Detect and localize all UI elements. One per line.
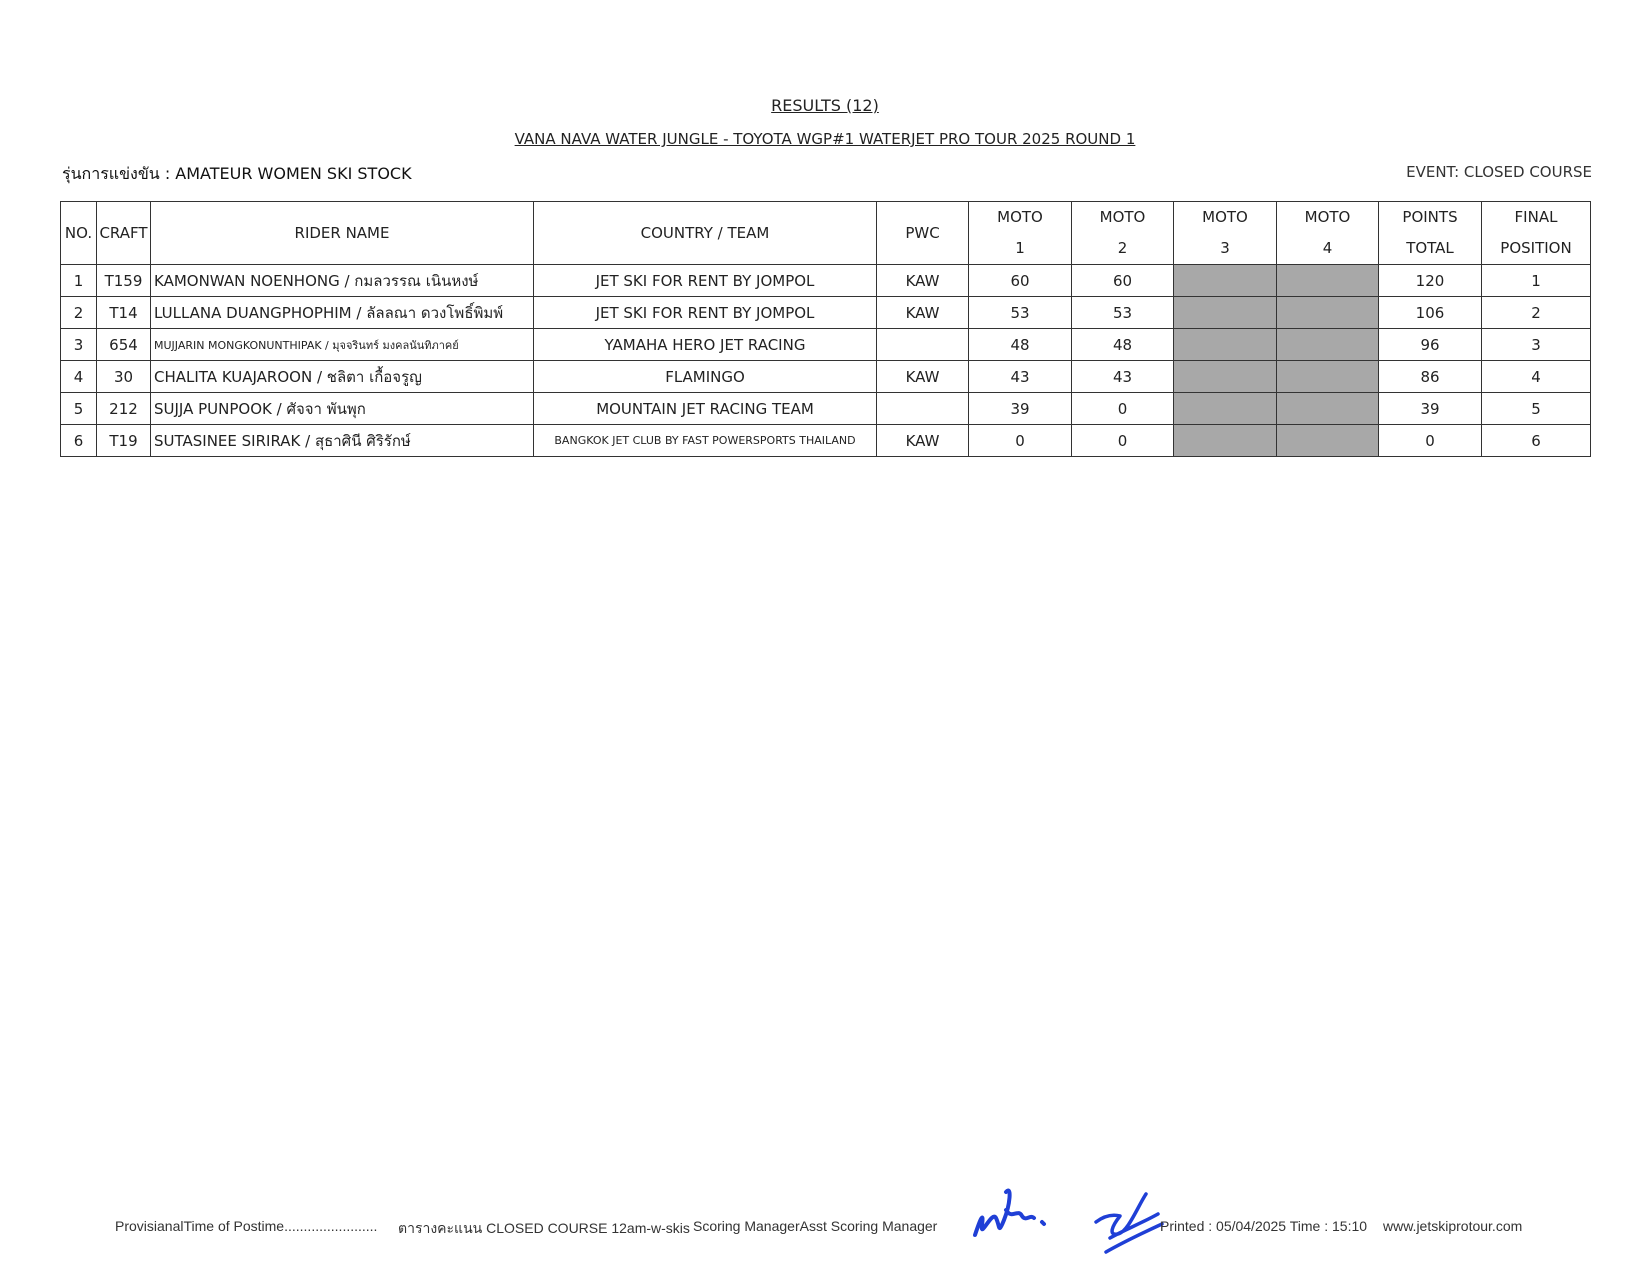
cell-moto-3 — [1174, 425, 1277, 457]
cell-position: 5 — [1482, 393, 1591, 425]
cell-position: 4 — [1482, 361, 1591, 393]
col-no: NO. — [61, 202, 97, 265]
table-row — [61, 297, 1591, 329]
table-row — [61, 329, 1591, 361]
cell-rider: SUTASINEE SIRIRAK / สุธาศินี ศิริรักษ์ — [151, 425, 534, 457]
cell-total: 96 — [1379, 329, 1482, 361]
cell-moto-1: 48 — [969, 329, 1072, 361]
event-title: VANA NAVA WATER JUNGLE - TOYOTA WGP#1 WATERJET PRO TOUR 2025 ROUND 1 — [514, 130, 1136, 148]
cell-moto-2: 0 — [1072, 393, 1174, 425]
footer-printed: Printed : 05/04/2025 Time : 15:10 — [1160, 1218, 1368, 1234]
cell-moto-3 — [1174, 393, 1277, 425]
cell-no: 3 — [61, 329, 97, 361]
results-title: RESULTS (12) — [771, 96, 879, 115]
cell-moto-4 — [1277, 393, 1379, 425]
cell-rider: MUJJARIN MONGKONUNTHIPAK / มุจจรินทร์ มงคลนันทิภาคย์ — [151, 329, 534, 361]
cell-team: JET SKI FOR RENT BY JOMPOL — [534, 265, 877, 297]
cell-pwc — [877, 393, 969, 425]
col-team: COUNTRY / TEAM — [534, 202, 877, 265]
cell-position: 1 — [1482, 265, 1591, 297]
table-header-row — [61, 202, 1591, 265]
cell-moto-4 — [1277, 265, 1379, 297]
cell-moto-1: 43 — [969, 361, 1072, 393]
cell-moto-3 — [1174, 329, 1277, 361]
results-table — [60, 201, 1591, 457]
col-craft: CRAFT — [97, 202, 151, 265]
cell-no: 4 — [61, 361, 97, 393]
cell-rider: CHALITA KUAJAROON / ชลิตา เกื้อจรูญ — [151, 361, 534, 393]
cell-team: JET SKI FOR RENT BY JOMPOL — [534, 297, 877, 329]
cell-moto-2: 43 — [1072, 361, 1174, 393]
cell-pwc: KAW — [877, 425, 969, 457]
cell-moto-1: 39 — [969, 393, 1072, 425]
footer-website[interactable]: www.jetskiprotour.com — [1383, 1218, 1523, 1234]
col-moto-2: MOTO 2 — [1072, 202, 1174, 265]
cell-moto-4 — [1277, 361, 1379, 393]
cell-craft: 654 — [97, 329, 151, 361]
cell-total: 0 — [1379, 425, 1482, 457]
cell-moto-4 — [1277, 297, 1379, 329]
cell-moto-2: 60 — [1072, 265, 1174, 297]
cell-moto-3 — [1174, 361, 1277, 393]
cell-total: 106 — [1379, 297, 1482, 329]
cell-craft: 212 — [97, 393, 151, 425]
footer-provisional: ProvisianalTime of Postime........................ — [115, 1218, 378, 1234]
cell-moto-3 — [1174, 297, 1277, 329]
cell-team: BANGKOK JET CLUB BY FAST POWERSPORTS THAILAND — [534, 425, 877, 457]
cell-no: 5 — [61, 393, 97, 425]
col-moto-3: MOTO 3 — [1174, 202, 1277, 265]
cell-position: 3 — [1482, 329, 1591, 361]
cell-craft: T19 — [97, 425, 151, 457]
cell-moto-4 — [1277, 329, 1379, 361]
cell-moto-2: 53 — [1072, 297, 1174, 329]
cell-moto-2: 48 — [1072, 329, 1174, 361]
cell-no: 1 — [61, 265, 97, 297]
col-moto-4: MOTO 4 — [1277, 202, 1379, 265]
cell-position: 6 — [1482, 425, 1591, 457]
col-points-total: POINTS TOTAL — [1379, 202, 1482, 265]
cell-no: 2 — [61, 297, 97, 329]
cell-moto-1: 0 — [969, 425, 1072, 457]
class-label: รุ่นการแข่งขัน : AMATEUR WOMEN SKI STOCK — [62, 164, 412, 183]
col-moto-1: MOTO 1 — [969, 202, 1072, 265]
cell-rider: SUJJA PUNPOOK / ศัจจา พันพุก — [151, 393, 534, 425]
cell-pwc: KAW — [877, 265, 969, 297]
col-final-position: FINAL POSITION — [1482, 202, 1591, 265]
cell-total: 39 — [1379, 393, 1482, 425]
cell-craft: T159 — [97, 265, 151, 297]
col-pwc: PWC — [877, 202, 969, 265]
cell-team: FLAMINGO — [534, 361, 877, 393]
cell-rider: KAMONWAN NOENHONG / กมลวรรณ เนินหงษ์ — [151, 265, 534, 297]
cell-moto-1: 60 — [969, 265, 1072, 297]
cell-no: 6 — [61, 425, 97, 457]
table-row — [61, 393, 1591, 425]
cell-position: 2 — [1482, 297, 1591, 329]
cell-pwc: KAW — [877, 361, 969, 393]
cell-rider: LULLANA DUANGPHOPHIM / ลัลลณา ดวงโพธิ์พิมพ์ — [151, 297, 534, 329]
cell-moto-4 — [1277, 425, 1379, 457]
cell-pwc: KAW — [877, 297, 969, 329]
cell-team: YAMAHA HERO JET RACING — [534, 329, 877, 361]
col-rider-name: RIDER NAME — [151, 202, 534, 265]
cell-craft: T14 — [97, 297, 151, 329]
cell-craft: 30 — [97, 361, 151, 393]
cell-moto-3 — [1174, 265, 1277, 297]
cell-pwc — [877, 329, 969, 361]
cell-team: MOUNTAIN JET RACING TEAM — [534, 393, 877, 425]
table-row — [61, 265, 1591, 297]
table-row — [61, 425, 1591, 457]
cell-moto-2: 0 — [1072, 425, 1174, 457]
footer-scoring-manager: Scoring ManagerAsst Scoring Manager — [693, 1218, 938, 1234]
cell-total: 120 — [1379, 265, 1482, 297]
signature-scoring-manager-icon — [970, 1180, 1060, 1250]
table-row — [61, 361, 1591, 393]
event-type-label: EVENT: CLOSED COURSE — [1406, 163, 1592, 181]
footer-sheet-name: ตารางคะแนน CLOSED COURSE 12am-w-skis — [398, 1220, 690, 1236]
cell-total: 86 — [1379, 361, 1482, 393]
cell-moto-1: 53 — [969, 297, 1072, 329]
signature-asst-scoring-manager-icon — [1090, 1186, 1170, 1256]
